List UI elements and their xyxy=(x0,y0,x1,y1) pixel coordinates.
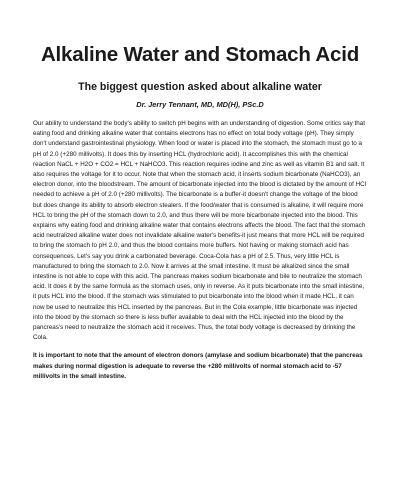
document-subtitle: The biggest question asked about alkaline water xyxy=(78,81,322,93)
author-byline: Dr. Jerry Tennant, MD, MD(H), PSc.D xyxy=(136,100,264,109)
conclusion-paragraph: It is important to note that the amount of electron donors (amylase and sodium bicarbonate) that the pancreas makes during normal digestion is adequate to reverse the +280 millivolts of normal stomach acid to -57 millivolts in the small intestine. xyxy=(33,352,363,380)
document-title: Alkaline Water and Stomach Acid xyxy=(40,43,360,66)
body-paragraph: Our ability to understand the body's ability to switch pH begins with an understanding of digestion. Some critics say that eating food and drinking alkaline water that contains electrons has no effect on total body voltage (pH). They simply don't understand gastrointestinal physiology. When food or water is placed into the stomach, the stomach must go to a pH of 2.0 (+280 millivolts). It does this by inserting HCL (hydrochloric acid). It accomplishes this with the chemical reaction NaCL + H2O + CO2 = HCL + NaHCO3. This reaction requires iodine and zinc as well as vitamin B1 and salt. It also requires the voltage for it to occur. Note that when the stomach acid, it inserts sodium bicarbonate (NaHCO3), an electron donor, into the bloodstream. The amount of bicarbonate injected into the blood is dictated by the amount of HCl needed to achieve a pH of 2.0 (+280 millivolts). The bicarbonate is a buffer-it doesn't change the voltage of the blood but does change its ability to absorb electron stealers. If the food/water that is consumed is alkaline, it will require more HCL to bring the pH of the stomach down to 2.0, and thus there will be more bicarbonate injected into the blood. This explains why eating food and drinking alkaline water that contains electrons affects the blood. The fact that the stomach acid neutralized alkaline water does not invalidate alkaline water's benefits-it just means that more HCL will be required to bring the stomach to pH 2.0, and thus the blood contains more buffers. Not having or making stomach acid has consequences. Let's say you drink a carbonated beverage. Coca-Cola has a pH of 2.5. Thus, very little HCL is manufactured to bring the stomach to 2.0. Now it arrives at the small intestine. It must be alkalized since the small intestine is not able to cope with this acid. The pancreas makes sodium bicarbonate and bile to neutralize the stomach acid. It does it by the same formula as the stomach uses, only in reverse. As it puts bicarbonate into the small intestine, it puts HCL into the blood. If the stomach was stimulated to put bicarbonate into the blood when it made HCL, it can now be used to neutralize this HCL inserted by the pancreas. But in the Cola example, little bicarbonate was injected into the blood by the stomach so there is less buffer available to deal with the HCL injected into the blood by the pancreas's need to neutralize the stomach acid it receives. Thus, the total body voltage is decreased by drinking the Cola. xyxy=(33,120,367,342)
